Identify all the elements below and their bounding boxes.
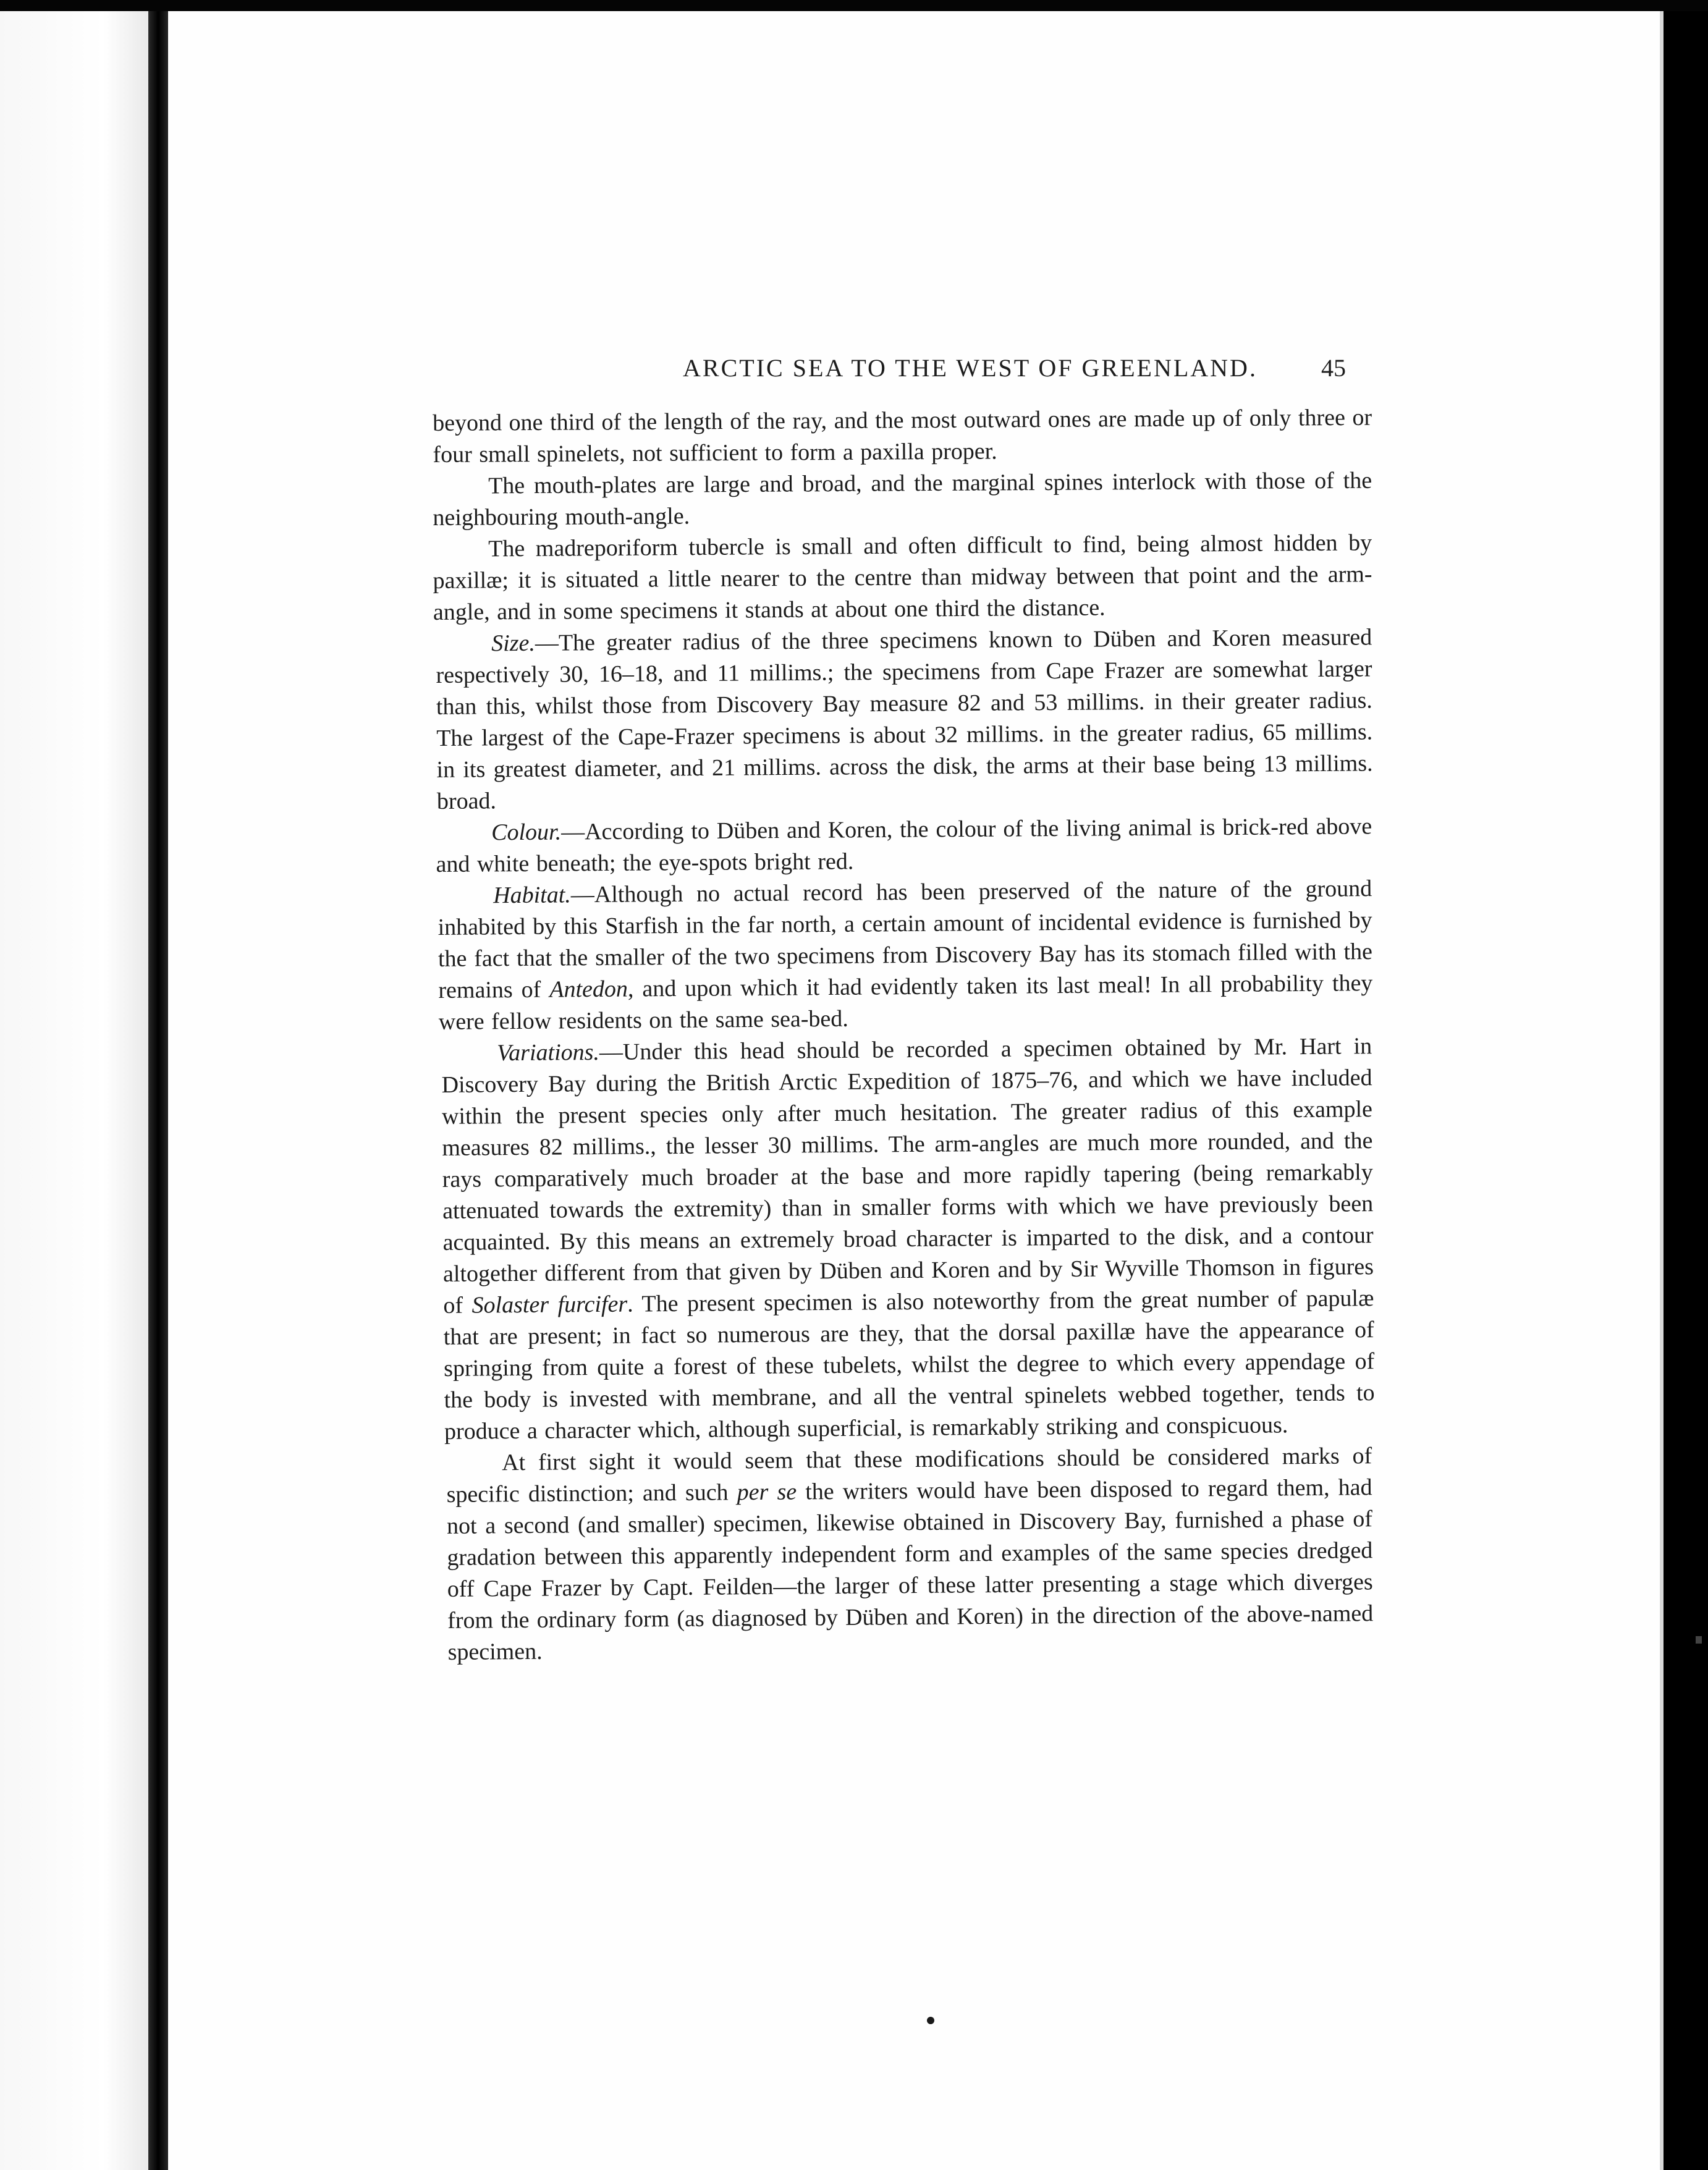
paragraph-text: —Under this head should be recorded a specimen obtained by Mr. Hart in Discovery Bay during the British Arctic Expedition of 1875–76, and which we have included within the present species only after much hesitation. The greater radius of this example measures 82 millims., the lesser 30 millims. The arm-angles are much more rounded, and the rays comparatively much broader at the base and more rapidly tapering (being remarkably attenuated towards the extremity) than in smaller forms with which we have previously been acquainted. By this means an extremely broad character is imparted to the disk, and a contour altogether different from that given by Düben and Koren and by Sir Wyville Thomson in figures of xyxy=(441,1033,1374,1319)
paragraph-text: the writers would have been disposed to regard them, had not a second (and smaller) specimen, likewise obtained in Discovery Bay, furnished a phase of gradation between this apparently independent form and examples of the same species dredged off Cape Frazer by Capt. Feilden—the larger of these latter presenting a stage which diverges from the ordinary form (as diagnosed by Düben and Koren) in the direction of the above-named specimen. xyxy=(446,1474,1374,1665)
paragraph-text: , and upon which it had evidently taken its last meal! In all probability they were fellow residents on the same sea-bed. xyxy=(438,970,1373,1035)
paragraph-text: The madreporiform tubercle is small and often difficult to find, being almost hidden by paxillæ; it is situated a little nearer to the centre than midway between that point and the arm-angle, and in some specimens it stands at about one third the distance. xyxy=(433,530,1372,625)
paragraph-text: beyond one third of the length of the ray, and the most outward ones are made up of only three or four small spinelets, not sufficient to form a paxilla proper. xyxy=(433,404,1372,468)
paragraph-mouth-plates xyxy=(433,465,1372,534)
paragraph-text: —The greater radius of the three specimens known to Düben and Koren measured respectively 30, 16–18, and 11 millims.; the specimens from Cape Frazer are somewhat larger than this, whilst those from Discovery Bay measure 82 and 53 millims. in their greater radius. The largest of the Cape-Frazer specimens is about 32 millims. in the greater radius, 65 millims. in its greatest diameter, and 21 millims. across the disk, the arms at their base being 13 millims. broad. xyxy=(436,624,1373,814)
paragraph-text: —According to Düben and Koren, the colour of the living animal is brick-red above and white beneath; the eye-spots bright red. xyxy=(436,813,1372,877)
run-in-heading-habitat: Habitat. xyxy=(493,882,571,909)
run-in-heading-size: Size. xyxy=(491,630,536,657)
paragraph-size xyxy=(436,622,1373,817)
paragraph-habitat xyxy=(438,873,1373,1038)
latin-phrase: per se xyxy=(737,1479,797,1506)
taxon-name: Solaster furcifer xyxy=(471,1291,628,1319)
paragraph-continuation xyxy=(433,402,1372,471)
ink-dot xyxy=(927,2017,934,2024)
paragraph-text: . The present specimen is also noteworthy from the great number of papulæ that are present; in fact so numerous are they, that the dorsal paxillæ have the appearance of springing from quite a forest of these tubelets, whilst the degree to which every appendage of the body is invested with membrane, and all the ventral spinelets webbed together, tends to produce a character which, although superficial, is remarkably striking and conspicuous. xyxy=(443,1285,1375,1445)
paragraph-first-sight xyxy=(446,1440,1374,1668)
paragraph-text: —Although no actual record has been preserved of the nature of the ground inhabited by this Starfish in the far north, a certain amount of incidental evidence is furnished by the fact that the smaller of the two specimens from Discovery Bay has its stomach filled with the remains of xyxy=(438,876,1373,1003)
page-body xyxy=(433,404,1375,1668)
running-title: ARCTIC SEA TO THE WEST OF GREENLAND. xyxy=(683,354,1258,382)
run-in-heading-colour: Colour. xyxy=(491,819,562,846)
run-in-heading-variations: Variations. xyxy=(497,1039,600,1066)
paragraph-colour xyxy=(436,811,1372,880)
taxon-name: Antedon xyxy=(549,976,628,1003)
scan-top-border xyxy=(0,0,1708,11)
paragraph-text: At first sight it would seem that these modifications should be considered marks of specific distinction; and such xyxy=(446,1443,1372,1508)
page-number: 45 xyxy=(1321,354,1346,382)
paragraph-madreporiform xyxy=(433,527,1372,628)
book-gutter xyxy=(148,11,168,2170)
paragraph-variations xyxy=(441,1031,1375,1448)
scan-right-border xyxy=(1664,11,1708,2170)
scan-speck xyxy=(1696,1636,1702,1644)
facing-page-edge xyxy=(0,11,148,2170)
paragraph-text: The mouth-plates are large and broad, and the marginal spines interlock with those of the neighbouring mouth-angle. xyxy=(433,467,1372,531)
